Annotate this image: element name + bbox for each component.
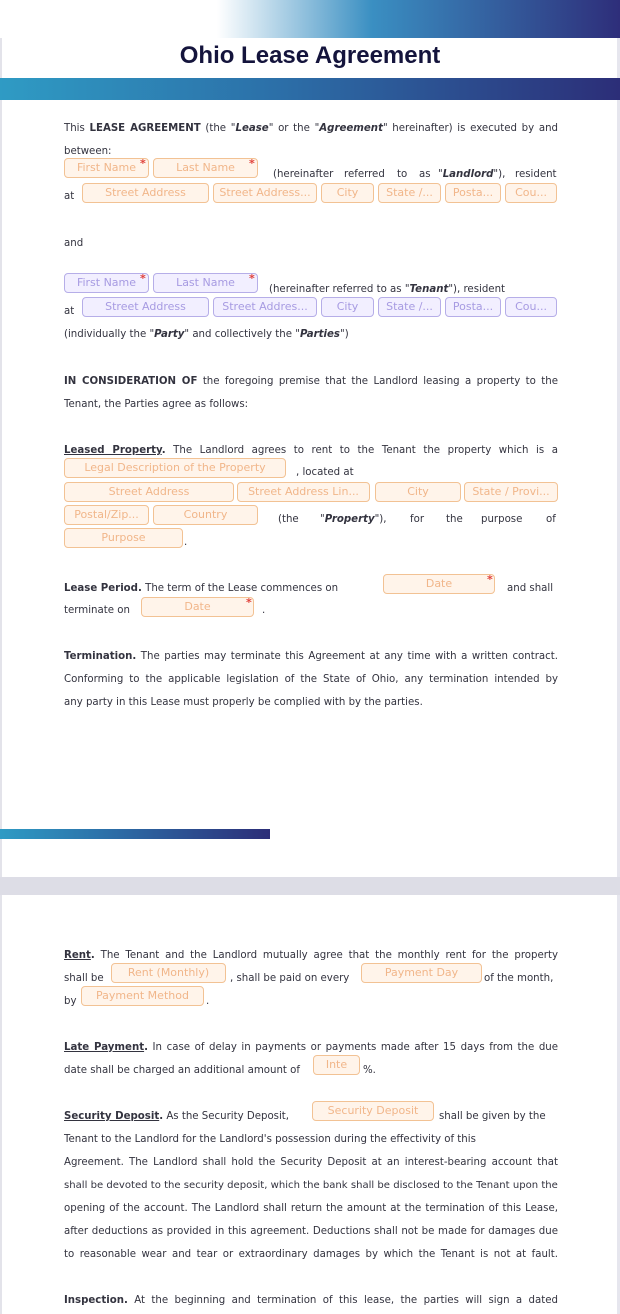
intro-between: between: — [64, 146, 112, 157]
required-marker: * — [140, 272, 146, 285]
security-deposit-line-2: Tenant to the Landlord for the Landlord's possession during the effectivity of this — [64, 1134, 476, 1145]
tenant-state-field[interactable]: State /... — [378, 297, 441, 317]
of-text: of — [546, 514, 556, 525]
required-marker: * — [140, 157, 146, 170]
paid-on-text: , shall be paid on every — [230, 973, 350, 984]
individually-line: (individually the "Party" and collectively the "Parties") — [64, 329, 349, 340]
termination-line-3: any party in this Lease must properly be complied with by the parties. — [64, 697, 423, 708]
consideration-line-1: IN CONSIDERATION OF the foregoing premise that the Landlord leasing a property to the — [64, 376, 558, 387]
for-text: for — [410, 514, 425, 525]
termination-line-2: Conforming to the applicable legislation of the State of Ohio, any termination intended by — [64, 674, 558, 685]
landlord-term: "Landlord"), — [438, 169, 506, 180]
property-postal-zip-field[interactable]: Postal/Zip... — [64, 505, 149, 525]
period-text: . — [262, 605, 266, 616]
purpose-field[interactable]: Purpose — [64, 528, 183, 548]
property-street-address-field[interactable]: Street Address — [64, 482, 234, 502]
header-accent-bar — [0, 78, 620, 100]
lease-period-line-1: Lease Period. The term of the Lease commences on — [64, 583, 339, 594]
at-label: at — [64, 306, 75, 317]
security-deposit-line-4: shall be devoted to the security deposit, which the bank shall be disclosed to the Tenant upon the — [64, 1180, 558, 1191]
period-text: . — [206, 996, 210, 1007]
landlord-first-name-field[interactable]: First Name — [64, 158, 149, 178]
security-deposit-line-7: to reasonable wear and tear or extraordinary damages by which the Tenant is not at fault. — [64, 1249, 558, 1260]
property-country-field[interactable]: Country — [153, 505, 258, 525]
landlord-country-field[interactable]: Cou... — [505, 183, 557, 203]
tenant-country-field[interactable]: Cou... — [505, 297, 557, 317]
rent-line-1: Rent. The Tenant and the Landlord mutually agree that the monthly rent for the property — [64, 950, 558, 961]
security-deposit-line-6: after deductions as provided in this agreement. Deductions shall not be made for damages due — [64, 1226, 558, 1237]
landlord-ref-2: referred — [344, 169, 385, 180]
located-at-text: , located at — [296, 467, 354, 478]
tenant-postal-field[interactable]: Posta... — [445, 297, 501, 317]
intro-line-1: This LEASE AGREEMENT (the "Lease" or the "Agreement" hereinafter) is executed by and — [64, 123, 558, 134]
termination-line-1: Termination. The parties may terminate this Agreement at any time with a written contract. — [64, 651, 558, 662]
and-label: and — [64, 238, 84, 249]
by-text: by — [64, 996, 77, 1007]
and-shall-text: and shall — [507, 583, 554, 594]
payment-day-field[interactable]: Payment Day — [361, 963, 482, 983]
security-deposit-line-3: Agreement. The Landlord shall hold the Security Deposit at an interest-bearing account that — [64, 1157, 558, 1168]
landlord-ref-3: to — [397, 169, 408, 180]
required-marker: * — [487, 573, 493, 586]
landlord-street-address-2-field[interactable]: Street Address... — [213, 183, 317, 203]
page-title: Ohio Lease Agreement — [179, 42, 441, 69]
lease-end-date-field[interactable]: Date — [141, 597, 254, 617]
at-label: at — [64, 191, 75, 202]
the-text: (the — [278, 514, 299, 525]
header-gradient-bar — [0, 0, 620, 38]
page-separator — [0, 877, 620, 895]
page-footer-accent-bar — [0, 829, 270, 839]
of-month-text: of the month, — [484, 973, 554, 984]
security-deposit-line-5: opening of the account. The Landlord shall return the amount at the termination of this Lease, — [64, 1203, 558, 1214]
interest-field[interactable]: Inte — [313, 1055, 360, 1075]
landlord-last-name-field[interactable]: Last Name — [153, 158, 258, 178]
inspection-line-1: Inspection. At the beginning and termination of this lease, the parties will sign a dated — [64, 1295, 558, 1306]
rent-monthly-field[interactable]: Rent (Monthly) — [111, 963, 226, 983]
percent-text: %. — [363, 1065, 376, 1076]
tenant-first-name-field[interactable]: First Name — [64, 273, 149, 293]
landlord-ref-1: (hereinafter — [273, 169, 334, 180]
terminate-on-text: terminate on — [64, 605, 130, 616]
property-term: "Property"), — [320, 514, 387, 525]
leased-property-line-1: Leased Property. The Landlord agrees to rent to the Tenant the property which is a — [64, 445, 558, 456]
property-state-province-field[interactable]: State / Provi... — [464, 482, 558, 502]
late-payment-line-2: date shall be charged an additional amount of — [64, 1065, 300, 1076]
landlord-resident: resident — [515, 169, 557, 180]
tenant-ref: (hereinafter referred to as "Tenant"), resident — [269, 284, 506, 295]
purpose-text: purpose — [481, 514, 523, 525]
given-text: shall be given by the — [439, 1111, 546, 1122]
security-deposit-field[interactable]: Security Deposit — [312, 1101, 434, 1121]
tenant-street-address-2-field[interactable]: Street Addres... — [213, 297, 317, 317]
security-deposit-heading: Security Deposit. As the Security Deposit, — [64, 1111, 290, 1122]
landlord-street-address-field[interactable]: Street Address — [82, 183, 209, 203]
landlord-postal-field[interactable]: Posta... — [445, 183, 501, 203]
required-marker: * — [246, 596, 252, 609]
page-left-edge — [0, 0, 2, 1314]
landlord-ref-4: as — [419, 169, 431, 180]
consideration-line-2: Tenant, the Parties agree as follows: — [64, 399, 249, 410]
property-city-field[interactable]: City — [375, 482, 461, 502]
lease-start-date-field[interactable]: Date — [383, 574, 495, 594]
tenant-city-field[interactable]: City — [321, 297, 374, 317]
landlord-city-field[interactable]: City — [321, 183, 374, 203]
period-text: . — [184, 537, 188, 548]
legal-description-field[interactable]: Legal Description of the Property — [64, 458, 286, 478]
landlord-state-field[interactable]: State /... — [378, 183, 441, 203]
late-payment-line-1: Late Payment. In case of delay in payments or payments made after 15 days from the due — [64, 1042, 559, 1053]
property-street-address-line2-field[interactable]: Street Address Lin... — [237, 482, 370, 502]
required-marker: * — [249, 157, 255, 170]
tenant-street-address-field[interactable]: Street Address — [82, 297, 209, 317]
tenant-last-name-field[interactable]: Last Name — [153, 273, 258, 293]
the-text-2: the — [446, 514, 463, 525]
shall-be-text: shall be — [64, 973, 104, 984]
required-marker: * — [249, 272, 255, 285]
payment-method-field[interactable]: Payment Method — [81, 986, 204, 1006]
